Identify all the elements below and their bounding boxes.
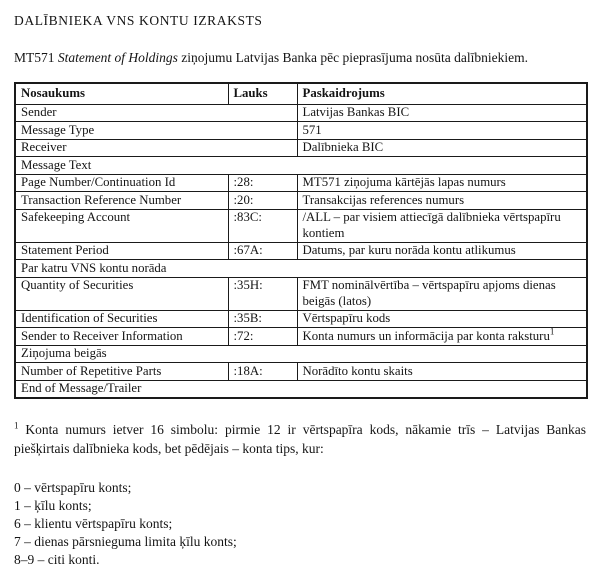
table-row <box>15 174 587 192</box>
section-label: End of Message/Trailer <box>15 380 587 398</box>
field-desc-cell: Transakcijas references numurs <box>297 192 587 210</box>
field-code-cell: :67A: <box>228 242 297 260</box>
section-label: Message Text <box>15 157 587 175</box>
field-name-cell: Transaction Reference Number <box>15 192 228 210</box>
field-name-cell: Identification of Securities <box>15 310 228 328</box>
table-header-row <box>15 83 587 104</box>
field-name-cell: Sender <box>15 104 297 122</box>
field-name-cell: Message Type <box>15 122 297 140</box>
field-code-cell: :35B: <box>228 310 297 328</box>
section-row <box>15 260 587 278</box>
field-code-cell: :83C: <box>228 209 297 242</box>
table-row <box>15 192 587 210</box>
table-row <box>15 104 587 122</box>
field-name-cell: Sender to Receiver Information <box>15 328 228 346</box>
intro-suffix: ziņojumu Latvijas Banka pēc pieprasījuma nosūta dalībniekiem. <box>177 50 529 65</box>
account-type-item: 7 – dienas pārsnieguma limita ķīlu konts; <box>14 534 237 549</box>
account-type-item: 6 – klientu vērtspapīru konts; <box>14 516 173 531</box>
field-code-cell: :28: <box>228 174 297 192</box>
field-desc-cell: /ALL – par visiem attiecīgā dalībnieka vērtspapīru kontiem <box>297 209 587 242</box>
field-desc-cell: FMT nominālvērtība – vērtspapīru apjoms dienas beigās (latos) <box>297 277 587 310</box>
field-desc-cell: Vērtspapīru kods <box>297 310 587 328</box>
table-row <box>15 242 587 260</box>
account-type-item: 1 – ķīlu konts; <box>14 498 92 513</box>
field-code-cell: :35H: <box>228 277 297 310</box>
table-row <box>15 122 587 140</box>
footnote-paragraph <box>14 420 586 458</box>
field-desc-cell: 571 <box>297 122 587 140</box>
column-header-paskaidrojums: Paskaidrojums <box>297 83 587 104</box>
table-row <box>15 277 587 310</box>
account-type-item: 8–9 – citi konti. <box>14 552 100 567</box>
field-desc-cell <box>297 328 587 346</box>
footnote-text: Konta numurs ietver 16 simbolu: pirmie 12 ir vērtspapīra kods, nākamie trīs – Latvijas Bankas piešķirtais dalībnieka kods, bet pēdējais – konta tips, kur: <box>14 422 586 456</box>
table-row <box>15 363 587 381</box>
field-name-cell: Receiver <box>15 139 297 157</box>
field-code-cell: :20: <box>228 192 297 210</box>
field-name-cell: Quantity of Securities <box>15 277 228 310</box>
field-desc-cell: Datums, par kuru norāda kontu atlikumus <box>297 242 587 260</box>
section-label: Ziņojuma beigās <box>15 345 587 363</box>
field-desc-cell: Latvijas Bankas BIC <box>297 104 587 122</box>
column-header-nosaukums: Nosaukums <box>15 83 228 104</box>
field-name-cell: Statement Period <box>15 242 228 260</box>
page-title: DALĪBNIEKA VNS KONTU IZRAKSTS <box>14 13 263 28</box>
table-row <box>15 310 587 328</box>
intro-paragraph <box>14 50 586 66</box>
field-code-cell: :18A: <box>228 363 297 381</box>
account-type-list <box>14 479 586 569</box>
account-type-item: 0 – vērtspapīru konts; <box>14 480 132 495</box>
intro-prefix: MT571 <box>14 50 58 65</box>
table-row <box>15 209 587 242</box>
field-desc-cell: MT571 ziņojuma kārtējās lapas numurs <box>297 174 587 192</box>
table-row <box>15 328 587 346</box>
section-row <box>15 345 587 363</box>
field-name-cell: Page Number/Continuation Id <box>15 174 228 192</box>
field-name-cell: Number of Repetitive Parts <box>15 363 228 381</box>
footnote-reference: 1 <box>549 326 555 337</box>
intro-italic-title: Statement of Holdings <box>57 50 178 65</box>
field-desc-cell: Dalībnieka BIC <box>297 139 587 157</box>
section-row <box>15 157 587 175</box>
field-name-cell: Safekeeping Account <box>15 209 228 242</box>
field-code-cell: :72: <box>228 328 297 346</box>
section-row <box>15 380 587 398</box>
section-label: Par katru VNS kontu norāda <box>15 260 587 278</box>
footnote-marker: 1 <box>14 420 19 431</box>
field-desc-text: Konta numurs un informācija par konta raksturu <box>302 328 550 343</box>
fields-table <box>14 82 588 399</box>
column-header-lauks: Lauks <box>228 83 297 104</box>
field-desc-cell: Norādīto kontu skaits <box>297 363 587 381</box>
table-row <box>15 139 587 157</box>
